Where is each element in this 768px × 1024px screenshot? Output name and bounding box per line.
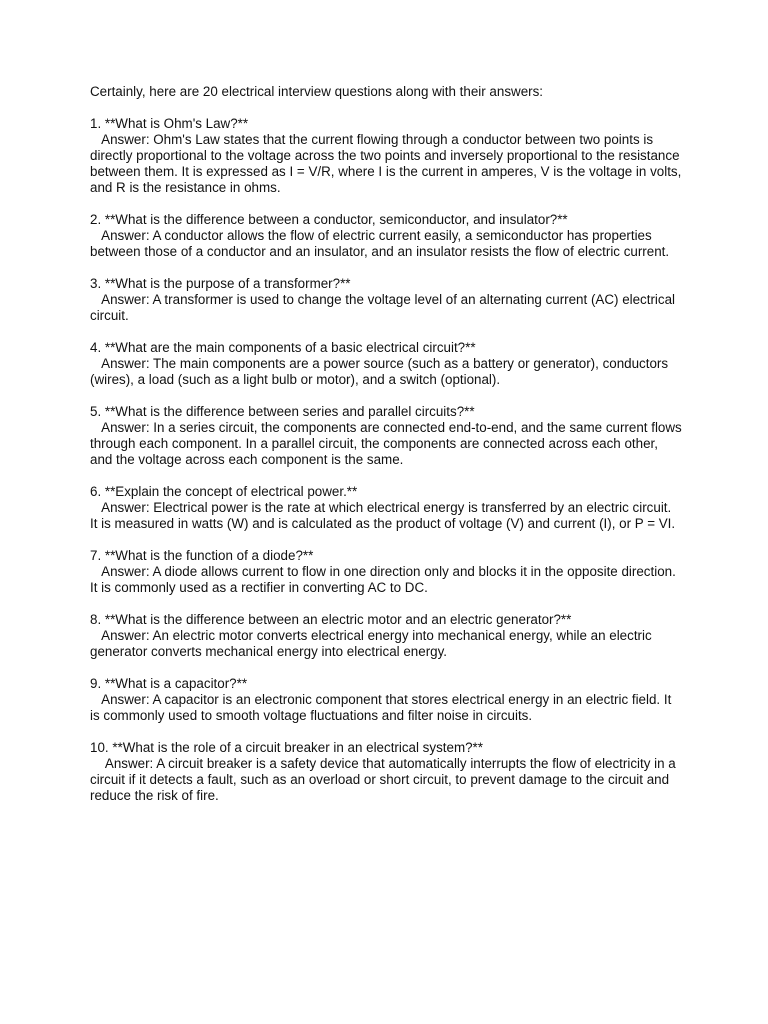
answer-text: Answer: A circuit breaker is a safety device that automatically interrupts the flow of electricity in a circuit if it detects a fault, such as an overload or short circuit, to prevent damage to the circuit and reduce the risk of fire. (90, 756, 680, 803)
question-text: 4. **What are the main components of a basic electrical circuit?** (90, 340, 476, 355)
question-text: 7. **What is the function of a diode?** (90, 548, 314, 563)
document-page (90, 84, 686, 820)
qa-item-9 (90, 676, 682, 724)
question-text: 8. **What is the difference between an electric motor and an electric generator?** (90, 612, 572, 627)
qa-item-3 (90, 276, 682, 324)
qa-item-8 (90, 612, 682, 660)
qa-item-1 (90, 116, 686, 196)
answer-text: Answer: A conductor allows the flow of electric current easily, a semiconductor has properties between those of a conductor and an insulator, and an insulator resists the flow of electric current. (90, 228, 670, 259)
answer-text: Answer: A transformer is used to change the voltage level of an alternating current (AC) electrical circuit. (90, 292, 679, 323)
question-text: 3. **What is the purpose of a transformer?** (90, 276, 351, 291)
qa-item-10 (90, 740, 682, 804)
question-text: 2. **What is the difference between a conductor, semiconductor, and insulator?** (90, 212, 568, 227)
question-text: 6. **Explain the concept of electrical power.** (90, 484, 358, 499)
qa-item-5 (90, 404, 686, 468)
qa-item-7 (90, 548, 682, 596)
answer-text: Answer: The main components are a power source (such as a battery or generator), conductors (wires), a load (such as a light bulb or motor), and a switch (optional). (90, 356, 672, 387)
question-text: 10. **What is the role of a circuit breaker in an electrical system?** (90, 740, 483, 755)
answer-text: Answer: A capacitor is an electronic component that stores electrical energy in an electric field. It is commonly used to smooth voltage fluctuations and filter noise in circuits. (90, 692, 676, 723)
answer-text: Answer: In a series circuit, the components are connected end-to-end, and the same current flows through each component. In a parallel circuit, the components are connected across each other, and the voltage across each component is the same. (90, 420, 686, 467)
qa-item-2 (90, 212, 682, 260)
answer-text: Answer: Electrical power is the rate at which electrical energy is transferred by an electric circuit. It is measured in watts (W) and is calculated as the product of voltage (V) and current (I), or P = VI. (90, 500, 676, 531)
answer-text: Answer: An electric motor converts electrical energy into mechanical energy, while an electric generator converts mechanical energy into electrical energy. (90, 628, 656, 659)
question-text: 5. **What is the difference between series and parallel circuits?** (90, 404, 475, 419)
qa-item-4 (90, 340, 682, 388)
answer-text: Answer: Ohm's Law states that the current flowing through a conductor between two points is directly proportional to the voltage across the two points and inversely proportional to the resistance between them. It is expressed as I = V/R, where I is the current in amperes, V is the voltage in volts, and R is the resistance in ohms. (90, 132, 686, 195)
intro-text: Certainly, here are 20 electrical interview questions along with their answers: (90, 84, 544, 99)
qa-item-6 (90, 484, 682, 532)
question-text: 1. **What is Ohm's Law?** (90, 116, 249, 131)
answer-text: Answer: A diode allows current to flow in one direction only and blocks it in the opposite direction. It is commonly used as a rectifier in converting AC to DC. (90, 564, 680, 595)
question-text: 9. **What is a capacitor?** (90, 676, 248, 691)
